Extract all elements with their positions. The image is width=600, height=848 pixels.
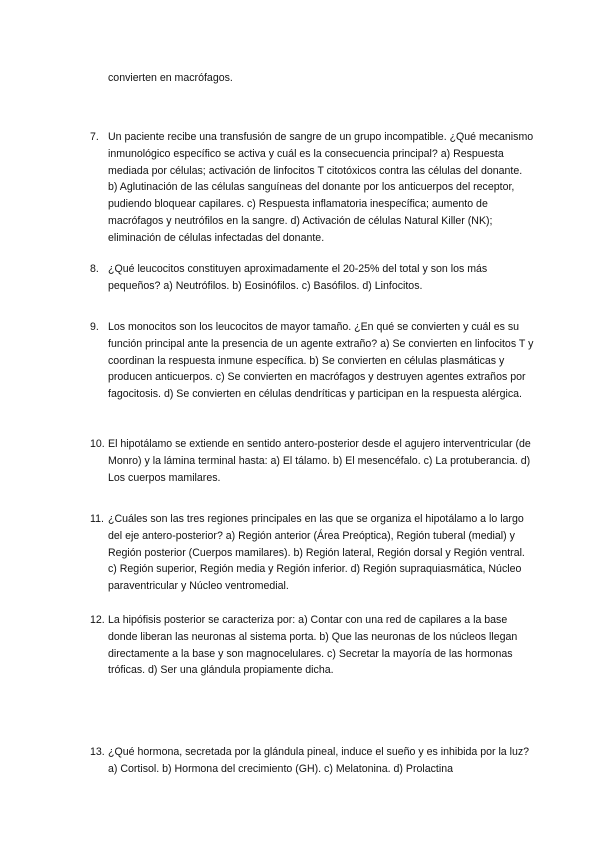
question-text: ¿Qué hormona, secretada por la glándula pineal, induce el sueño y es inhibida por la luz? a) Cortisol. b) Hormona del crecimiento (GH). c) Melatonina. d) Prolactina — [108, 746, 530, 775]
question-text: Un paciente recibe una transfusión de sangre de un grupo incompatible. ¿Qué mecanismo inmunológico específico se activa y cuál es la consecuencia principal? a) Respuesta mediada por células; activación de linfocitos T citotóxicos contra las células del donante. b) Aglutinación de las células sanguíneas del donante por los anticuerpos del receptor, pudiendo bloquear capilares. c) Respuesta inflamatoria inespecífica; aumento de macrófagos y neutrófilos en la sangre. d) Activación de células Natural Killer (NK); eliminación de células infectadas del donante. — [108, 131, 534, 244]
question-text: ¿Cuáles son las tres regiones principales en las que se organiza el hipotálamo a lo largo del eje antero-posterior? a) Región anterior (Área Preóptica), Región tuberal (medial) y Región posterior (Cuerpos mamilares). b) Región lateral, Región dorsal y Región ventral. c) Región superior, Región media y Región inferior. d) Región supraquiasmática, Núcleo paraventricular y Núcleo ventromedial. — [108, 513, 525, 593]
question-10 — [90, 436, 534, 486]
question-number: 8. — [90, 263, 99, 275]
question-13 — [90, 744, 534, 778]
question-number: 13. — [90, 746, 105, 758]
question-number: 11. — [90, 513, 104, 525]
question-number: 9. — [90, 321, 99, 333]
question-number: 7. — [90, 131, 99, 143]
question-text: ¿Qué leucocitos constituyen aproximadamente el 20-25% del total y son los más pequeños? a) Neutrófilos. b) Eosinófilos. c) Basófilos. d) Linfocitos. — [108, 263, 488, 292]
question-12 — [90, 612, 534, 679]
question-text: El hipotálamo se extiende en sentido antero-posterior desde el agujero interventricular (de Monro) y la lámina terminal hasta: a) El tálamo. b) El mesencéfalo. c) La protuberancia. d) Los cuerpos mamilares. — [108, 438, 531, 484]
continuation-text: convierten en macrófagos. — [108, 72, 233, 84]
question-9 — [90, 319, 534, 403]
question-number: 10. — [90, 438, 105, 450]
question-text: Los monocitos son los leucocitos de mayor tamaño. ¿En qué se convierten y cuál es su función principal ante la presencia de un agente extraño? a) Se convierten en linfocitos T y coordinan la respuesta inmune específica. b) Se convierten en células plasmáticas y producen anticuerpos. c) Se convierten en macrófagos y destruyen agentes extraños por fagocitosis. d) Se convierten en células dendríticas y participan en la respuesta alérgica. — [108, 321, 534, 401]
question-number: 12. — [90, 614, 105, 626]
question-text: La hipófisis posterior se caracteriza por: a) Contar con una red de capilares a la base donde liberan las neuronas al sistema porta. b) Que las neuronas de los núcleos llegan directamente a la base y son magnocelulares. c) Secretar la mayoría de las hormonas tróficas. d) Ser una glándula propiamente dicha. — [108, 614, 518, 677]
question-8 — [90, 261, 534, 295]
question-11 — [90, 511, 534, 595]
question-7 — [90, 129, 534, 247]
